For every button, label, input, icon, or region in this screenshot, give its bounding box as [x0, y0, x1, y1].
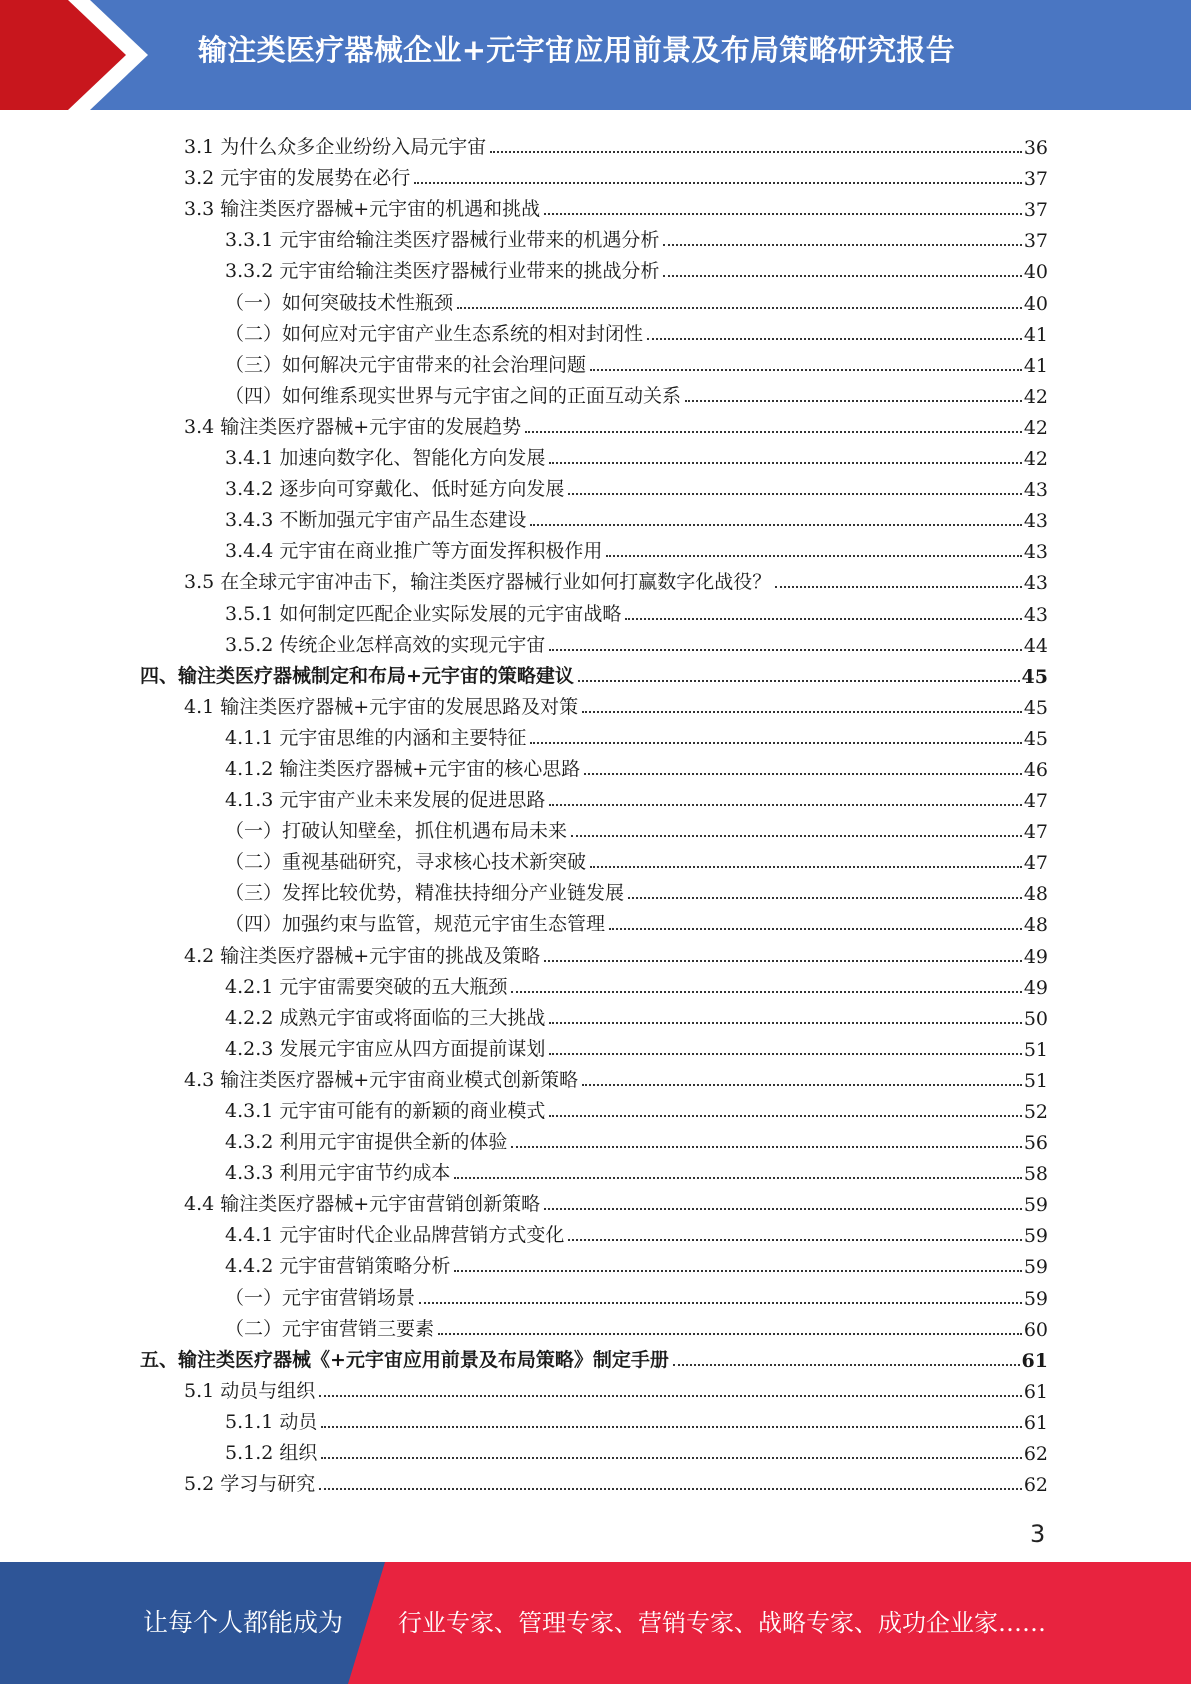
- toc-entry-title: 3.3.1 元宇宙给输注类医疗器械行业带来的机遇分析: [225, 229, 660, 252]
- toc-entry-page: 59: [1023, 1256, 1048, 1279]
- toc-leader-dots: [319, 1488, 1022, 1490]
- toc-entry[interactable]: [140, 1030, 1048, 1061]
- toc-entry-title: 五、输注类医疗器械《+元宇宙应用前景及布局策略》制定手册: [140, 1348, 669, 1371]
- toc-leader-dots: [584, 773, 1022, 775]
- toc-leader-dots: [544, 960, 1022, 962]
- toc-entry-title: 4.4.2 元宇宙营销策略分析: [225, 1255, 451, 1278]
- toc-leader-dots: [590, 866, 1022, 868]
- toc-entry[interactable]: [140, 315, 1048, 346]
- toc-entry-title: 4.2.2 成熟元宇宙或将面临的三大挑战: [225, 1006, 546, 1029]
- toc-leader-dots: [549, 1022, 1021, 1024]
- toc-entry[interactable]: [140, 1092, 1048, 1123]
- toc-entry[interactable]: [140, 1216, 1048, 1247]
- toc-entry-title: 5.1.2 组织: [225, 1442, 318, 1465]
- toc-entry-title: 3.2 元宇宙的发展势在必行: [184, 167, 411, 190]
- toc-entry-page: 37: [1023, 199, 1048, 222]
- toc-entry-page: 62: [1023, 1474, 1048, 1497]
- toc-entry-page: 45: [1021, 665, 1048, 688]
- toc-leader-dots: [606, 555, 1021, 557]
- toc-entry-title: 4.2.3 发展元宇宙应从四方面提前谋划: [225, 1037, 546, 1060]
- toc-entry[interactable]: [140, 812, 1048, 843]
- toc-entry[interactable]: [140, 1278, 1048, 1309]
- toc-leader-dots: [775, 586, 1022, 588]
- toc-entry-page: 61: [1021, 1349, 1048, 1372]
- toc-entry[interactable]: [140, 843, 1048, 874]
- toc-leader-dots: [549, 462, 1021, 464]
- toc-entry-title: 3.4.4 元宇宙在商业推广等方面发挥积极作用: [225, 540, 603, 563]
- toc-entry[interactable]: [140, 999, 1048, 1030]
- toc-entry[interactable]: [140, 283, 1048, 314]
- toc-leader-dots: [321, 1426, 1021, 1428]
- toc-entry-page: 47: [1023, 821, 1048, 844]
- toc-entry-page: 47: [1023, 852, 1048, 875]
- toc-entry[interactable]: [140, 968, 1048, 999]
- toc-entry-page: 47: [1023, 790, 1048, 813]
- toc-entry-title: 4.2 输注类医疗器械+元宇宙的挑战及策略: [184, 944, 541, 967]
- toc-entry-page: 37: [1023, 230, 1048, 253]
- toc-entry-title: 3.4.3 不断加强元宇宙产品生态建设: [225, 509, 527, 532]
- toc-leader-dots: [454, 1270, 1021, 1272]
- toc-entry-title: 4.1.2 输注类医疗器械+元宇宙的核心思路: [225, 757, 581, 780]
- toc-entry[interactable]: [140, 1465, 1048, 1496]
- toc-entry-title: 5.2 学习与研究: [184, 1473, 316, 1496]
- toc-entry-page: 42: [1023, 416, 1048, 439]
- toc-entry-page: 62: [1023, 1443, 1048, 1466]
- toc-leader-dots: [628, 897, 1022, 899]
- page-footer: [0, 1562, 1191, 1684]
- toc-entry-title: 4.4.1 元宇宙时代企业品牌营销方式变化: [225, 1224, 565, 1247]
- toc-leader-dots: [663, 244, 1021, 246]
- toc-leader-dots: [609, 928, 1022, 930]
- toc-leader-dots: [568, 493, 1021, 495]
- toc-leader-dots: [578, 680, 1020, 682]
- toc-leader-dots: [414, 182, 1022, 184]
- toc-entry-title: 4.1.3 元宇宙产业未来发展的促进思路: [225, 789, 546, 812]
- toc-leader-dots: [511, 1146, 1021, 1148]
- toc-leader-dots: [511, 991, 1021, 993]
- toc-entry[interactable]: [140, 346, 1048, 377]
- toc-entry-title: （三）发挥比较优势，精准扶持细分产业链发展: [225, 882, 625, 905]
- toc-entry[interactable]: [140, 1372, 1048, 1403]
- toc-entry-page: 43: [1023, 541, 1048, 564]
- table-of-contents: [140, 128, 1048, 1496]
- toc-entry-page: 51: [1023, 1038, 1048, 1061]
- toc-entry-title: （一）元宇宙营销场景: [225, 1286, 416, 1309]
- toc-entry-page: 41: [1023, 323, 1048, 346]
- toc-entry[interactable]: [140, 905, 1048, 936]
- toc-entry-title: 3.4 输注类医疗器械+元宇宙的发展趋势: [184, 415, 522, 438]
- page-header: [0, 0, 1191, 110]
- toc-entry[interactable]: [140, 1434, 1048, 1465]
- toc-leader-dots: [590, 369, 1022, 371]
- toc-entry[interactable]: [140, 439, 1048, 470]
- toc-entry-title: （四）如何维系现实世界与元宇宙之间的正面互动关系: [225, 384, 682, 407]
- report-title: 输注类医疗器械企业+元宇宙应用前景及布局策略研究报告: [198, 33, 956, 67]
- toc-entry[interactable]: [140, 1154, 1048, 1185]
- toc-leader-dots: [490, 151, 1022, 153]
- toc-leader-dots: [549, 649, 1021, 651]
- toc-entry[interactable]: [140, 594, 1048, 625]
- toc-leader-dots: [549, 1115, 1021, 1117]
- toc-entry[interactable]: [140, 719, 1048, 750]
- toc-entry-title: 3.4.2 逐步向可穿戴化、低时延方向发展: [225, 478, 565, 501]
- toc-entry[interactable]: [140, 657, 1048, 688]
- toc-entry-page: 46: [1023, 758, 1048, 781]
- toc-entry[interactable]: [140, 626, 1048, 657]
- toc-entry-page: 48: [1023, 883, 1048, 906]
- toc-entry-title: 4.1 输注类医疗器械+元宇宙的发展思路及对策: [184, 695, 579, 718]
- toc-entry[interactable]: [140, 1341, 1048, 1372]
- toc-entry-page: 36: [1023, 137, 1048, 160]
- toc-entry-page: 45: [1023, 727, 1048, 750]
- toc-entry-title: （四）加强约束与监管，规范元宇宙生态管理: [225, 913, 606, 936]
- toc-entry-page: 58: [1023, 1163, 1048, 1186]
- toc-leader-dots: [530, 742, 1021, 744]
- toc-entry-title: 5.1.1 动员: [225, 1410, 318, 1433]
- toc-entry-page: 42: [1023, 448, 1048, 471]
- toc-entry-title: 4.2.1 元宇宙需要突破的五大瓶颈: [225, 975, 508, 998]
- toc-entry-title: （三）如何解决元宇宙带来的社会治理问题: [225, 353, 587, 376]
- toc-entry[interactable]: [140, 563, 1048, 594]
- toc-entry-page: 43: [1023, 479, 1048, 502]
- toc-entry-page: 41: [1023, 354, 1048, 377]
- toc-entry[interactable]: [140, 190, 1048, 221]
- toc-entry-title: 4.3.1 元宇宙可能有的新颖的商业模式: [225, 1100, 546, 1122]
- toc-entry-page: 49: [1023, 945, 1048, 968]
- toc-entry-page: 51: [1023, 1069, 1048, 1092]
- footer-slogan-left: 让每个人都能成为: [143, 1608, 344, 1637]
- toc-leader-dots: [549, 804, 1021, 806]
- toc-entry[interactable]: [140, 936, 1048, 967]
- toc-entry-page: 52: [1023, 1101, 1048, 1123]
- toc-entry-page: 43: [1023, 603, 1048, 626]
- toc-entry[interactable]: [140, 1247, 1048, 1278]
- toc-entry[interactable]: [140, 1123, 1048, 1154]
- toc-entry-title: 4.3.3 利用元宇宙节约成本: [225, 1162, 451, 1185]
- toc-entry-page: 37: [1023, 168, 1048, 191]
- toc-leader-dots: [319, 1395, 1022, 1397]
- toc-entry-page: 43: [1023, 510, 1048, 533]
- toc-leader-dots: [568, 1239, 1021, 1241]
- toc-entry[interactable]: [140, 1061, 1048, 1092]
- toc-entry-title: 4.4 输注类医疗器械+元宇宙营销创新策略: [184, 1193, 541, 1216]
- toc-entry[interactable]: [140, 128, 1048, 159]
- toc-entry-title: （二）重视基础研究，寻求核心技术新突破: [225, 851, 587, 874]
- toc-entry-page: 50: [1023, 1007, 1048, 1030]
- toc-entry-page: 49: [1023, 976, 1048, 999]
- toc-leader-dots: [647, 338, 1022, 340]
- toc-leader-dots: [582, 1084, 1022, 1086]
- toc-entry-title: （二）如何应对元宇宙产业生态系统的相对封闭性: [225, 322, 644, 345]
- toc-entry-title: 3.3 输注类医疗器械+元宇宙的机遇和挑战: [184, 198, 541, 221]
- toc-entry-title: （一）打破认知壁垒，抓住机遇布局未来: [225, 820, 568, 843]
- toc-entry[interactable]: [140, 532, 1048, 563]
- toc-entry[interactable]: [140, 1185, 1048, 1216]
- toc-entry-page: 61: [1023, 1380, 1048, 1403]
- toc-entry[interactable]: [140, 874, 1048, 905]
- toc-entry[interactable]: [140, 781, 1048, 812]
- toc-entry-page: 61: [1023, 1411, 1048, 1434]
- toc-entry-page: 56: [1023, 1132, 1048, 1155]
- toc-leader-dots: [457, 307, 1022, 309]
- toc-entry-title: 4.3 输注类医疗器械+元宇宙商业模式创新策略: [184, 1068, 579, 1091]
- toc-entry-title: 3.1 为什么众多企业纷纷入局元宇宙: [184, 136, 487, 159]
- toc-leader-dots: [525, 431, 1022, 433]
- toc-leader-dots: [673, 1364, 1020, 1366]
- toc-entry[interactable]: [140, 159, 1048, 190]
- toc-leader-dots: [321, 1457, 1021, 1459]
- toc-entry-page: 60: [1023, 1318, 1048, 1341]
- toc-leader-dots: [625, 618, 1021, 620]
- footer-slogan-right: 行业专家、管理专家、营销专家、战略专家、成功企业家……: [398, 1609, 1046, 1637]
- toc-entry-title: 3.5 在全球元宇宙冲击下，输注类医疗器械行业如何打赢数字化战役？: [184, 571, 772, 594]
- toc-entry-page: 59: [1023, 1225, 1048, 1248]
- toc-entry[interactable]: [140, 470, 1048, 501]
- toc-leader-dots: [571, 835, 1022, 837]
- toc-entry-page: 59: [1023, 1194, 1048, 1217]
- toc-entry-page: 44: [1023, 634, 1048, 657]
- toc-entry-page: 48: [1023, 914, 1048, 937]
- toc-entry-title: （二）元宇宙营销三要素: [225, 1317, 435, 1340]
- toc-entry[interactable]: [140, 1310, 1048, 1341]
- toc-entry[interactable]: [140, 501, 1048, 532]
- toc-leader-dots: [454, 1177, 1021, 1179]
- toc-entry-title: 3.4.1 加速向数字化、智能化方向发展: [225, 447, 546, 470]
- toc-leader-dots: [549, 1053, 1021, 1055]
- toc-entry[interactable]: [140, 750, 1048, 781]
- toc-leader-dots: [438, 1333, 1022, 1335]
- toc-entry-page: 59: [1023, 1287, 1048, 1310]
- toc-entry[interactable]: [140, 1403, 1048, 1434]
- toc-leader-dots: [544, 213, 1022, 215]
- toc-entry-title: 3.5.2 传统企业怎样高效的实现元宇宙: [225, 633, 546, 656]
- toc-entry-page: 42: [1023, 385, 1048, 408]
- toc-entry-page: 43: [1023, 572, 1048, 595]
- toc-leader-dots: [544, 1208, 1022, 1210]
- page-number: 3: [1030, 1520, 1046, 1548]
- toc-entry-page: 40: [1023, 261, 1048, 284]
- toc-entry[interactable]: [140, 377, 1048, 408]
- toc-leader-dots: [530, 524, 1021, 526]
- toc-entry-title: 3.3.2 元宇宙给输注类医疗器械行业带来的挑战分析: [225, 260, 660, 283]
- toc-entry-title: 5.1 动员与组织: [184, 1379, 316, 1402]
- toc-entry[interactable]: [140, 408, 1048, 439]
- toc-leader-dots: [663, 275, 1021, 277]
- toc-entry-page: 40: [1023, 292, 1048, 315]
- toc-leader-dots: [582, 711, 1022, 713]
- toc-leader-dots: [419, 1302, 1022, 1304]
- toc-entry-title: 4.3.2 利用元宇宙提供全新的体验: [225, 1131, 508, 1154]
- toc-entry-title: 4.1.1 元宇宙思维的内涵和主要特征: [225, 726, 527, 749]
- toc-leader-dots: [685, 400, 1022, 402]
- toc-entry-page: 45: [1023, 696, 1048, 719]
- toc-entry-title: 四、输注类医疗器械制定和布局+元宇宙的策略建议: [140, 664, 574, 687]
- toc-entry[interactable]: [140, 252, 1048, 283]
- toc-entry[interactable]: [140, 688, 1048, 719]
- toc-entry-title: 3.5.1 如何制定匹配企业实际发展的元宇宙战略: [225, 602, 622, 625]
- toc-entry[interactable]: [140, 221, 1048, 252]
- toc-entry-title: （一）如何突破技术性瓶颈: [225, 291, 454, 314]
